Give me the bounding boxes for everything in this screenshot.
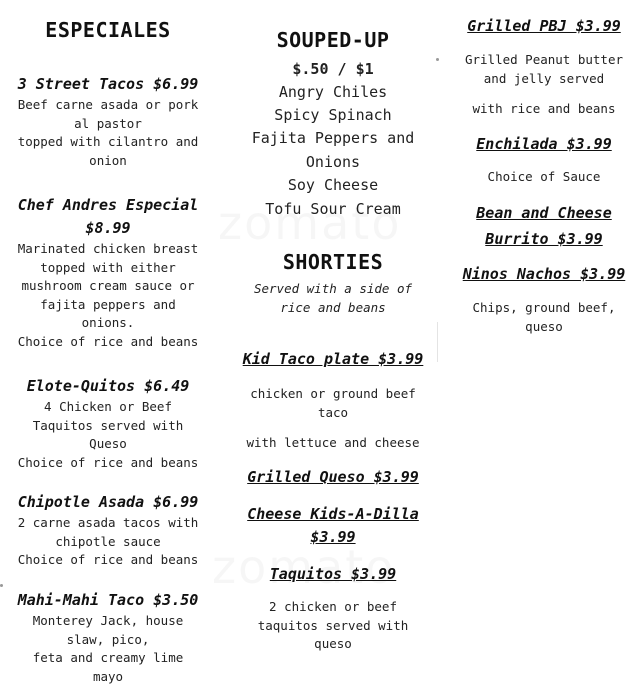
menu-item-title: Bean and Cheese Burrito $3.99 <box>476 204 612 248</box>
menu-item-description: Beef carne asada or pork al pastor topped with cilantro and onion <box>17 97 199 168</box>
menu-item-title: Cheese Kids-A-Dilla $3.99 <box>247 505 419 546</box>
menu-item-title: Taquitos $3.99 <box>269 565 397 583</box>
menu-item-title: Chef Andres Especial $8.99 <box>17 196 199 237</box>
menu-item-description: with lettuce and cheese <box>246 435 420 450</box>
souped-up-item: Soy Cheese <box>287 176 379 194</box>
divider-mark <box>0 584 3 587</box>
menu-item-description: Grilled Peanut butter and jelly served <box>464 52 624 86</box>
menu-item-title: Mahi-Mahi Taco $3.50 <box>17 591 199 609</box>
shorties-note: Served with a side of rice and beans <box>253 281 413 315</box>
menu-item-title: Grilled Queso $3.99 <box>247 468 419 486</box>
menu-item-description: 2 chicken or beef taquitos served with queso <box>257 599 409 651</box>
menu-item-description: with rice and beans <box>472 101 616 116</box>
souped-up-heading: SOUPED-UP <box>276 28 390 52</box>
souped-up-item: Tofu Sour Cream <box>265 200 401 218</box>
shorties-heading: SHORTIES <box>282 250 384 274</box>
menu-item-title: Kid Taco plate $3.99 <box>242 350 424 368</box>
menu-item-description: Choice of Sauce <box>487 169 601 184</box>
souped-up-item: Angry Chiles <box>278 83 388 101</box>
menu-item-description: Marinated chicken breast topped with either mushroom cream sauce or fajita peppers and onions. Choice of rice and beans <box>17 241 199 349</box>
menu-item-title: Grilled PBJ $3.99 <box>467 17 621 35</box>
menu-item-title: Chipotle Asada $6.99 <box>17 493 199 511</box>
menu-item-description: chicken or ground beef taco <box>250 386 416 420</box>
souped-up-item: Fajita Peppers and Onions <box>251 129 415 171</box>
menu-item-description: 2 carne asada tacos with chipotle sauce Choice of rice and beans <box>17 515 199 567</box>
menu-item-title: Ninos Nachos $3.99 <box>462 265 626 283</box>
menu-item-title: Enchilada $3.99 <box>476 135 612 153</box>
menu-item-description: Chips, ground beef, queso <box>472 300 616 334</box>
especiales-heading: ESPECIALES <box>45 18 171 42</box>
menu-item-title: Elote-Quitos $6.49 <box>26 377 190 395</box>
souped-up-item: Spicy Spinach <box>274 106 392 124</box>
menu-item-description: 4 Chicken or Beef Taquitos served with Queso Choice of rice and beans <box>17 399 199 470</box>
menu-item-title: 3 Street Tacos $6.99 <box>17 75 199 93</box>
souped-up-price: $.50 / $1 <box>292 60 374 78</box>
menu-item-description: Monterey Jack, house slaw, pico, feta and creamy lime mayo <box>32 613 184 684</box>
